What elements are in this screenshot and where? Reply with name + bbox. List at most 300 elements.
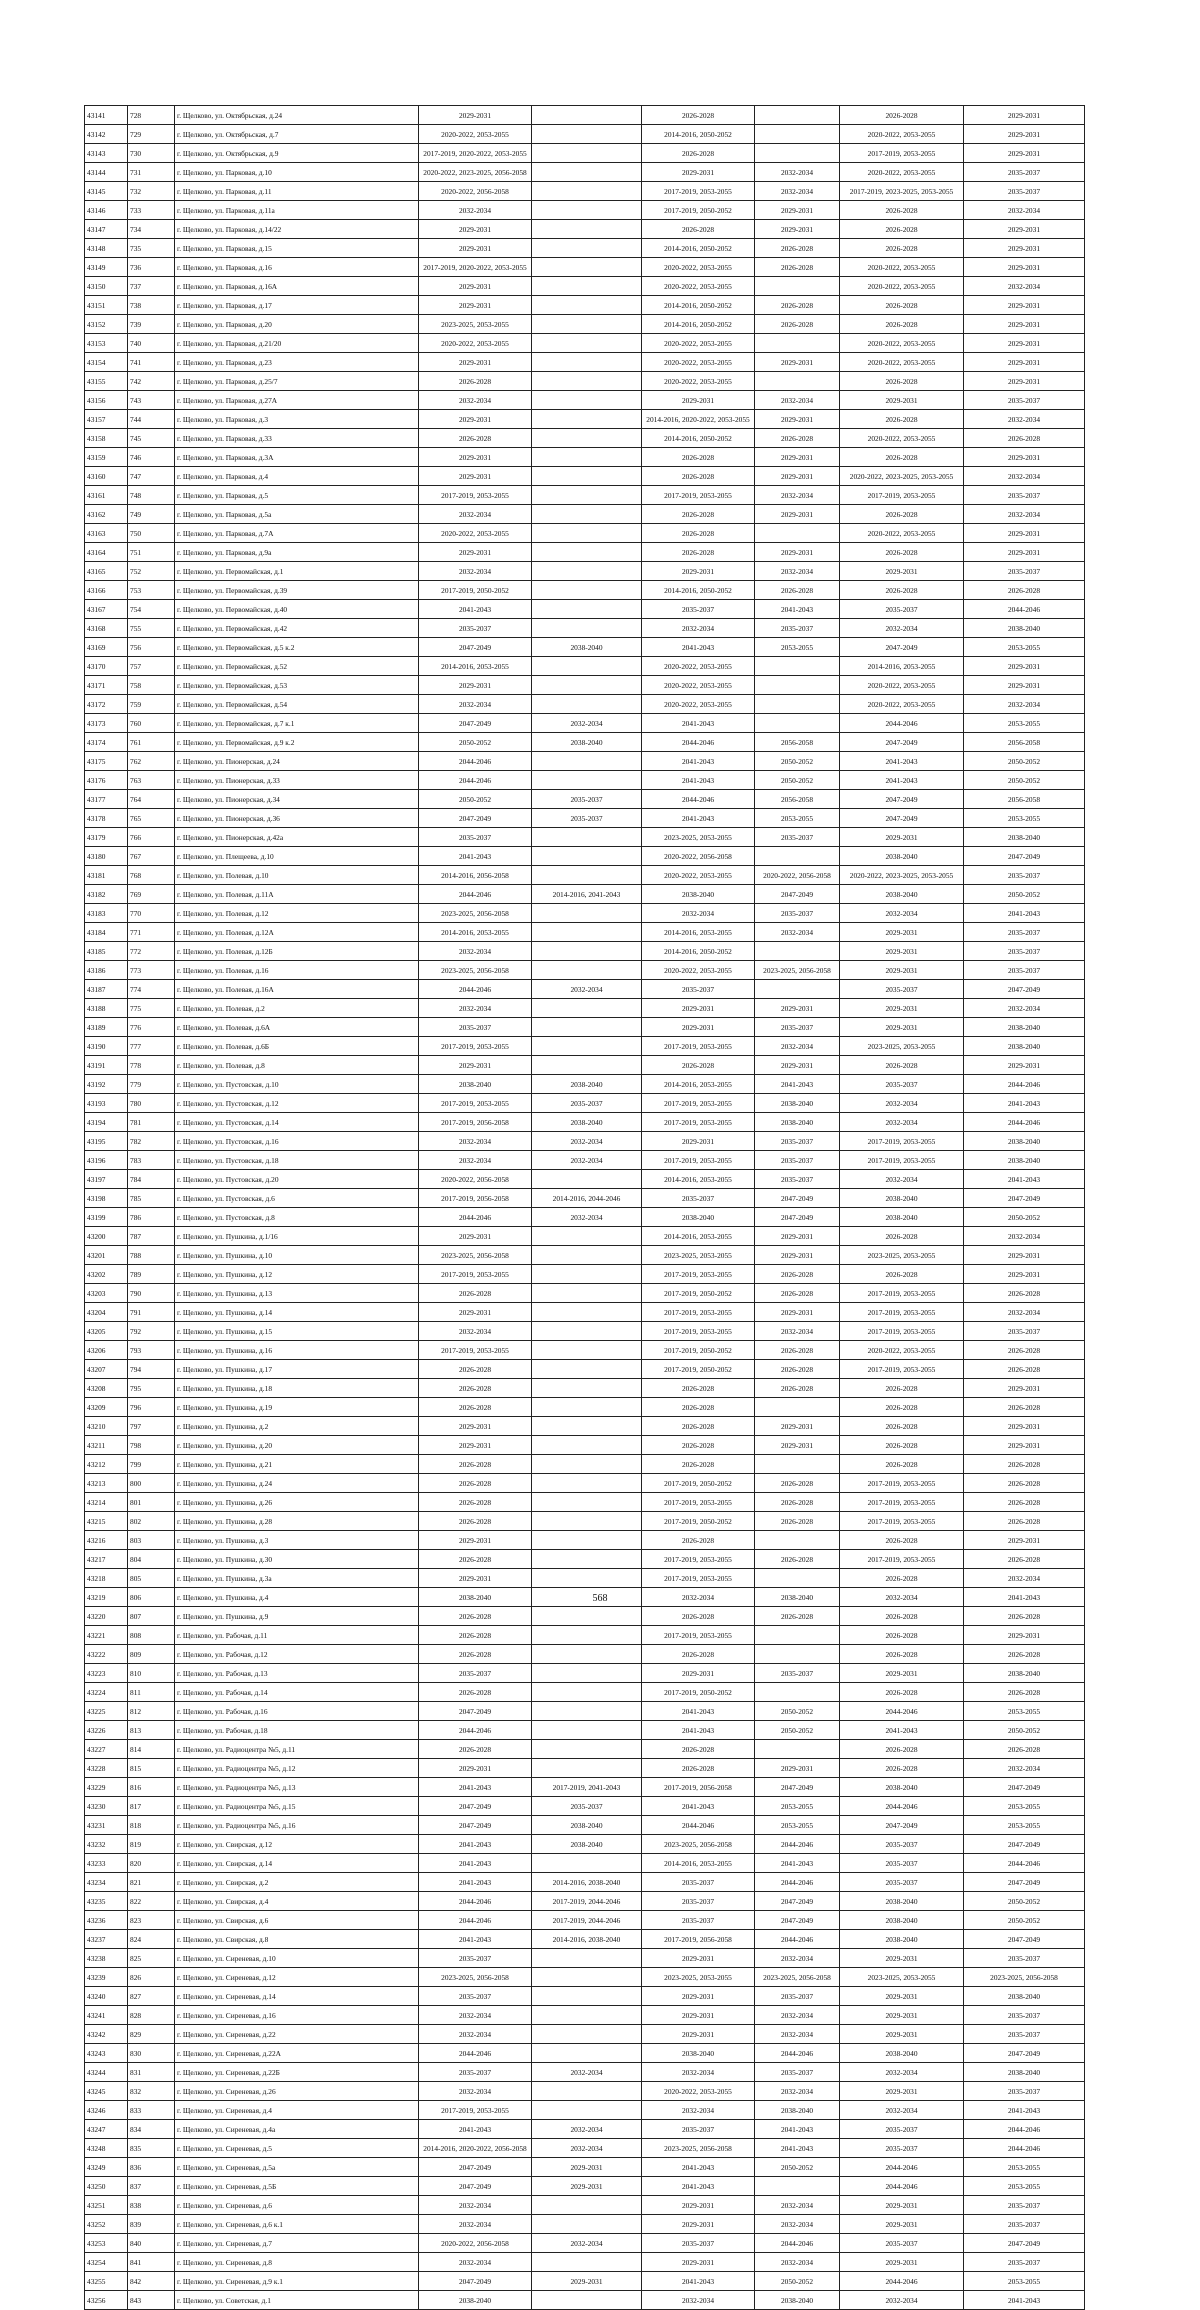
cell-repair-period-1: 2020-2022, 2056-2058 [419, 2234, 532, 2253]
cell-repair-period-5: 2044-2046 [840, 2158, 964, 2177]
cell-repair-period-5: 2032-2034 [840, 1588, 964, 1607]
cell-row-number: 43173 [85, 714, 128, 733]
cell-repair-period-1: 2026-2028 [419, 1398, 532, 1417]
cell-repair-period-4: 2029-2031 [755, 505, 840, 524]
cell-repair-period-2 [532, 2082, 642, 2101]
cell-address: г. Щелково, ул. Полевая, д.2 [175, 999, 419, 1018]
cell-repair-period-2: 2032-2034 [532, 1132, 642, 1151]
cell-repair-period-1: 2026-2028 [419, 1512, 532, 1531]
cell-repair-period-2 [532, 1569, 642, 1588]
cell-record-id: 768 [128, 866, 175, 885]
cell-row-number: 43175 [85, 752, 128, 771]
cell-address: г. Щелково, ул. Пушкина, д.26 [175, 1493, 419, 1512]
cell-repair-period-1: 2032-2034 [419, 2253, 532, 2272]
table-row [85, 1892, 1085, 1911]
cell-record-id: 822 [128, 1892, 175, 1911]
cell-repair-period-4: 2047-2049 [755, 1911, 840, 1930]
cell-repair-period-6: 2053-2055 [964, 638, 1085, 657]
table-row [85, 1398, 1085, 1417]
cell-repair-period-2 [532, 1531, 642, 1550]
cell-repair-period-4: 2029-2031 [755, 1303, 840, 1322]
cell-record-id: 810 [128, 1664, 175, 1683]
cell-address: г. Щелково, ул. Парковая, д.25/7 [175, 372, 419, 391]
cell-repair-period-5: 2044-2046 [840, 2177, 964, 2196]
cell-repair-period-3: 2035-2037 [642, 2234, 755, 2253]
cell-row-number: 43166 [85, 581, 128, 600]
table-row [85, 1436, 1085, 1455]
table-row [85, 391, 1085, 410]
cell-repair-period-6: 2047-2049 [964, 1189, 1085, 1208]
cell-repair-period-6: 2047-2049 [964, 1873, 1085, 1892]
cell-repair-period-2: 2032-2034 [532, 2139, 642, 2158]
cell-repair-period-3: 2026-2028 [642, 144, 755, 163]
cell-repair-period-1: 2029-2031 [419, 448, 532, 467]
cell-address: г. Щелково, ул. Полевая, д.16 [175, 961, 419, 980]
cell-repair-period-6: 2038-2040 [964, 1018, 1085, 1037]
cell-record-id: 816 [128, 1778, 175, 1797]
cell-repair-period-2 [532, 2253, 642, 2272]
cell-repair-period-3: 2020-2022, 2053-2055 [642, 372, 755, 391]
cell-row-number: 43150 [85, 277, 128, 296]
cell-record-id: 808 [128, 1626, 175, 1645]
cell-row-number: 43216 [85, 1531, 128, 1550]
cell-repair-period-4: 2035-2037 [755, 1151, 840, 1170]
cell-repair-period-2 [532, 1702, 642, 1721]
cell-row-number: 43238 [85, 1949, 128, 1968]
cell-repair-period-1: 2017-2019, 2020-2022, 2053-2055 [419, 144, 532, 163]
cell-repair-period-5: 2026-2028 [840, 106, 964, 125]
cell-repair-period-6: 2023-2025, 2056-2058 [964, 1968, 1085, 1987]
cell-repair-period-3: 2035-2037 [642, 2120, 755, 2139]
cell-repair-period-4: 2047-2049 [755, 1892, 840, 1911]
cell-repair-period-6: 2029-2031 [964, 125, 1085, 144]
cell-record-id: 753 [128, 581, 175, 600]
cell-repair-period-2 [532, 163, 642, 182]
cell-repair-period-4 [755, 657, 840, 676]
cell-repair-period-6: 2044-2046 [964, 2139, 1085, 2158]
cell-repair-period-3: 2038-2040 [642, 2044, 755, 2063]
cell-repair-period-3: 2020-2022, 2053-2055 [642, 866, 755, 885]
cell-record-id: 809 [128, 1645, 175, 1664]
cell-record-id: 743 [128, 391, 175, 410]
table-row [85, 2291, 1085, 2310]
cell-row-number: 43178 [85, 809, 128, 828]
cell-address: г. Щелково, ул. Первомайская, д.40 [175, 600, 419, 619]
cell-repair-period-4: 2026-2028 [755, 1607, 840, 1626]
cell-repair-period-5: 2020-2022, 2053-2055 [840, 277, 964, 296]
cell-repair-period-1: 2044-2046 [419, 1911, 532, 1930]
cell-repair-period-6: 2032-2034 [964, 505, 1085, 524]
cell-repair-period-1: 2038-2040 [419, 1588, 532, 1607]
cell-repair-period-4: 2026-2028 [755, 315, 840, 334]
cell-address: г. Щелково, ул. Сиреневая, д.14 [175, 1987, 419, 2006]
cell-repair-period-6: 2029-2031 [964, 1417, 1085, 1436]
cell-repair-period-6: 2044-2046 [964, 1854, 1085, 1873]
table-row [85, 1189, 1085, 1208]
cell-address: г. Щелково, ул. Парковая, д.10 [175, 163, 419, 182]
cell-repair-period-5: 2038-2040 [840, 1911, 964, 1930]
cell-row-number: 43154 [85, 353, 128, 372]
cell-record-id: 788 [128, 1246, 175, 1265]
cell-record-id: 782 [128, 1132, 175, 1151]
cell-repair-period-1: 2044-2046 [419, 885, 532, 904]
cell-repair-period-4: 2032-2034 [755, 562, 840, 581]
cell-row-number: 43236 [85, 1911, 128, 1930]
cell-repair-period-4: 2038-2040 [755, 2101, 840, 2120]
cell-repair-period-1: 2032-2034 [419, 2082, 532, 2101]
cell-repair-period-4: 2029-2031 [755, 353, 840, 372]
cell-repair-period-5: 2026-2028 [840, 1455, 964, 1474]
cell-repair-period-1: 2023-2025, 2056-2058 [419, 904, 532, 923]
cell-repair-period-4 [755, 1645, 840, 1664]
table-row [85, 1151, 1085, 1170]
cell-row-number: 43141 [85, 106, 128, 125]
cell-address: г. Щелково, ул. Пушкина, д.15 [175, 1322, 419, 1341]
table-row [85, 695, 1085, 714]
table-row [85, 2082, 1085, 2101]
cell-repair-period-6: 2038-2040 [964, 1037, 1085, 1056]
cell-repair-period-1: 2035-2037 [419, 1949, 532, 1968]
cell-repair-period-1: 2017-2019, 2053-2055 [419, 1037, 532, 1056]
cell-repair-period-6: 2050-2052 [964, 771, 1085, 790]
table-row [85, 885, 1085, 904]
table-row [85, 999, 1085, 1018]
cell-row-number: 43189 [85, 1018, 128, 1037]
cell-record-id: 837 [128, 2177, 175, 2196]
cell-record-id: 751 [128, 543, 175, 562]
table-row [85, 1550, 1085, 1569]
cell-repair-period-2 [532, 125, 642, 144]
cell-repair-period-6: 2032-2034 [964, 410, 1085, 429]
cell-repair-period-6: 2029-2031 [964, 315, 1085, 334]
cell-repair-period-5: 2020-2022, 2053-2055 [840, 429, 964, 448]
cell-repair-period-4: 2026-2028 [755, 1512, 840, 1531]
cell-repair-period-4: 2029-2031 [755, 999, 840, 1018]
cell-repair-period-5: 2020-2022, 2053-2055 [840, 258, 964, 277]
cell-record-id: 736 [128, 258, 175, 277]
cell-repair-period-6: 2047-2049 [964, 1930, 1085, 1949]
cell-address: г. Щелково, ул. Первомайская, д.1 [175, 562, 419, 581]
cell-repair-period-5: 2026-2028 [840, 1683, 964, 1702]
cell-record-id: 823 [128, 1911, 175, 1930]
cell-record-id: 811 [128, 1683, 175, 1702]
table-row [85, 315, 1085, 334]
cell-row-number: 43235 [85, 1892, 128, 1911]
cell-repair-period-1: 2032-2034 [419, 2196, 532, 2215]
cell-repair-period-1: 2029-2031 [419, 1303, 532, 1322]
cell-address: г. Щелково, ул. Полевая, д.6Б [175, 1037, 419, 1056]
cell-repair-period-3: 2041-2043 [642, 714, 755, 733]
cell-row-number: 43224 [85, 1683, 128, 1702]
cell-row-number: 43248 [85, 2139, 128, 2158]
cell-repair-period-1: 2047-2049 [419, 2158, 532, 2177]
cell-repair-period-2 [532, 1170, 642, 1189]
cell-address: г. Щелково, ул. Сиреневая, д.22Б [175, 2063, 419, 2082]
cell-repair-period-6: 2035-2037 [964, 2215, 1085, 2234]
cell-repair-period-2 [532, 1721, 642, 1740]
cell-address: г. Щелково, ул. Первомайская, д.53 [175, 676, 419, 695]
cell-repair-period-2 [532, 1322, 642, 1341]
cell-repair-period-2 [532, 2101, 642, 2120]
cell-repair-period-5: 2017-2019, 2053-2055 [840, 1474, 964, 1493]
cell-repair-period-6: 2041-2043 [964, 1170, 1085, 1189]
cell-repair-period-1: 2032-2034 [419, 1151, 532, 1170]
cell-repair-period-4 [755, 980, 840, 999]
cell-address: г. Щелково, ул. Первомайская, д.54 [175, 695, 419, 714]
cell-repair-period-1: 2017-2019, 2053-2055 [419, 1265, 532, 1284]
cell-record-id: 734 [128, 220, 175, 239]
table-row [85, 1911, 1085, 1930]
cell-address: г. Щелково, ул. Первомайская, д.52 [175, 657, 419, 676]
cell-repair-period-5: 2029-2031 [840, 391, 964, 410]
table-row [85, 258, 1085, 277]
cell-repair-period-2 [532, 2044, 642, 2063]
cell-record-id: 794 [128, 1360, 175, 1379]
cell-repair-period-4 [755, 695, 840, 714]
cell-repair-period-6: 2038-2040 [964, 2063, 1085, 2082]
cell-address: г. Щелково, ул. Первомайская, д.7 к.1 [175, 714, 419, 733]
cell-repair-period-4: 2026-2028 [755, 429, 840, 448]
cell-address: г. Щелково, ул. Парковая, д.11 [175, 182, 419, 201]
cell-row-number: 43252 [85, 2215, 128, 2234]
cell-repair-period-5: 2026-2028 [840, 315, 964, 334]
table-row [85, 1265, 1085, 1284]
cell-repair-period-1: 2029-2031 [419, 277, 532, 296]
cell-address: г. Щелково, ул. Пушкина, д.1/16 [175, 1227, 419, 1246]
cell-address: г. Щелково, ул. Полевая, д.12Б [175, 942, 419, 961]
cell-repair-period-3: 2020-2022, 2053-2055 [642, 353, 755, 372]
cell-repair-period-1: 2044-2046 [419, 2044, 532, 2063]
cell-repair-period-4: 2032-2034 [755, 2253, 840, 2272]
cell-record-id: 795 [128, 1379, 175, 1398]
cell-repair-period-2 [532, 239, 642, 258]
table-row [85, 353, 1085, 372]
cell-repair-period-4: 2032-2034 [755, 1949, 840, 1968]
table-row [85, 1056, 1085, 1075]
cell-repair-period-1: 2044-2046 [419, 1721, 532, 1740]
cell-record-id: 802 [128, 1512, 175, 1531]
cell-record-id: 805 [128, 1569, 175, 1588]
cell-record-id: 780 [128, 1094, 175, 1113]
cell-repair-period-2: 2038-2040 [532, 1113, 642, 1132]
cell-address: г. Щелково, ул. Пушкина, д.16 [175, 1341, 419, 1360]
cell-repair-period-2: 2014-2016, 2038-2040 [532, 1873, 642, 1892]
cell-repair-period-4: 2029-2031 [755, 1759, 840, 1778]
table-row [85, 334, 1085, 353]
cell-repair-period-4 [755, 277, 840, 296]
cell-address: г. Щелково, ул. Полевая, д.11А [175, 885, 419, 904]
cell-row-number: 43182 [85, 885, 128, 904]
cell-repair-period-3: 2026-2028 [642, 220, 755, 239]
table-row [85, 714, 1085, 733]
cell-repair-period-1: 2029-2031 [419, 1531, 532, 1550]
cell-row-number: 43204 [85, 1303, 128, 1322]
page-number: 568 [592, 1593, 608, 1604]
cell-repair-period-5: 2026-2028 [840, 1227, 964, 1246]
cell-address: г. Щелково, ул. Рабочая, д.13 [175, 1664, 419, 1683]
cell-repair-period-1: 2026-2028 [419, 1607, 532, 1626]
cell-repair-period-6: 2050-2052 [964, 752, 1085, 771]
cell-record-id: 779 [128, 1075, 175, 1094]
cell-record-id: 807 [128, 1607, 175, 1626]
cell-address: г. Щелково, ул. Пионерская, д.33 [175, 771, 419, 790]
cell-repair-period-6: 2035-2037 [964, 486, 1085, 505]
cell-record-id: 745 [128, 429, 175, 448]
cell-record-id: 791 [128, 1303, 175, 1322]
cell-record-id: 803 [128, 1531, 175, 1550]
cell-repair-period-6: 2029-2031 [964, 258, 1085, 277]
cell-row-number: 43168 [85, 619, 128, 638]
cell-repair-period-4 [755, 1398, 840, 1417]
cell-repair-period-3: 2032-2034 [642, 2063, 755, 2082]
table-row [85, 372, 1085, 391]
cell-repair-period-6: 2032-2034 [964, 1569, 1085, 1588]
table-row [85, 220, 1085, 239]
cell-row-number: 43255 [85, 2272, 128, 2291]
cell-repair-period-1: 2017-2019, 2020-2022, 2053-2055 [419, 258, 532, 277]
cell-row-number: 43157 [85, 410, 128, 429]
cell-repair-period-3: 2029-2031 [642, 1018, 755, 1037]
cell-repair-period-3: 2017-2019, 2050-2052 [642, 1474, 755, 1493]
cell-address: г. Щелково, ул. Парковая, д.16А [175, 277, 419, 296]
cell-record-id: 826 [128, 1968, 175, 1987]
table-row [85, 1968, 1085, 1987]
cell-repair-period-4: 2050-2052 [755, 1721, 840, 1740]
cell-repair-period-4: 2050-2052 [755, 1702, 840, 1721]
cell-repair-period-5: 2035-2037 [840, 2234, 964, 2253]
cell-repair-period-4: 2032-2034 [755, 2082, 840, 2101]
cell-address: г. Щелково, ул. Пушкина, д.4 [175, 1588, 419, 1607]
cell-repair-period-4 [755, 1569, 840, 1588]
cell-repair-period-2 [532, 201, 642, 220]
cell-repair-period-5: 2017-2019, 2053-2055 [840, 144, 964, 163]
cell-repair-period-6: 2035-2037 [964, 1949, 1085, 1968]
cell-row-number: 43230 [85, 1797, 128, 1816]
table-row [85, 1417, 1085, 1436]
cell-repair-period-5: 2029-2031 [840, 2025, 964, 2044]
cell-repair-period-1: 2026-2028 [419, 1550, 532, 1569]
cell-repair-period-5: 2020-2022, 2053-2055 [840, 676, 964, 695]
cell-record-id: 797 [128, 1417, 175, 1436]
cell-row-number: 43171 [85, 676, 128, 695]
cell-row-number: 43151 [85, 296, 128, 315]
cell-repair-period-1: 2047-2049 [419, 638, 532, 657]
cell-row-number: 43211 [85, 1436, 128, 1455]
cell-address: г. Щелково, ул. Сиреневая, д.6 к.1 [175, 2215, 419, 2234]
cell-record-id: 824 [128, 1930, 175, 1949]
cell-repair-period-5: 2029-2031 [840, 2253, 964, 2272]
cell-repair-period-2 [532, 524, 642, 543]
cell-address: г. Щелково, ул. Рабочая, д.18 [175, 1721, 419, 1740]
cell-record-id: 748 [128, 486, 175, 505]
cell-repair-period-6: 2026-2028 [964, 1341, 1085, 1360]
cell-repair-period-4: 2035-2037 [755, 828, 840, 847]
cell-repair-period-6: 2056-2058 [964, 733, 1085, 752]
cell-repair-period-3: 2014-2016, 2050-2052 [642, 296, 755, 315]
cell-repair-period-5: 2026-2028 [840, 1265, 964, 1284]
cell-repair-period-5: 2026-2028 [840, 448, 964, 467]
cell-repair-period-3: 2014-2016, 2053-2055 [642, 923, 755, 942]
cell-repair-period-5: 2047-2049 [840, 1816, 964, 1835]
cell-row-number: 43217 [85, 1550, 128, 1569]
cell-repair-period-6: 2026-2028 [964, 1740, 1085, 1759]
cell-record-id: 834 [128, 2120, 175, 2139]
cell-address: г. Щелково, ул. Парковая, д.11а [175, 201, 419, 220]
cell-repair-period-1: 2029-2031 [419, 1227, 532, 1246]
cell-repair-period-6: 2032-2034 [964, 467, 1085, 486]
cell-record-id: 742 [128, 372, 175, 391]
cell-repair-period-5: 2026-2028 [840, 505, 964, 524]
cell-repair-period-6: 2035-2037 [964, 562, 1085, 581]
cell-repair-period-5: 2029-2031 [840, 2196, 964, 2215]
cell-repair-period-4 [755, 847, 840, 866]
cell-row-number: 43207 [85, 1360, 128, 1379]
cell-repair-period-3: 2020-2022, 2053-2055 [642, 334, 755, 353]
table-row [85, 2120, 1085, 2139]
cell-repair-period-5: 2038-2040 [840, 1208, 964, 1227]
cell-row-number: 43159 [85, 448, 128, 467]
table-row [85, 942, 1085, 961]
cell-repair-period-1: 2029-2031 [419, 1417, 532, 1436]
cell-record-id: 786 [128, 1208, 175, 1227]
cell-row-number: 43202 [85, 1265, 128, 1284]
cell-repair-period-6: 2035-2037 [964, 866, 1085, 885]
cell-address: г. Щелково, ул. Полевая, д.10 [175, 866, 419, 885]
cell-repair-period-2: 2029-2031 [532, 2158, 642, 2177]
cell-repair-period-3: 2029-2031 [642, 1949, 755, 1968]
cell-repair-period-1: 2026-2028 [419, 1474, 532, 1493]
cell-row-number: 43209 [85, 1398, 128, 1417]
cell-repair-period-2 [532, 961, 642, 980]
cell-repair-period-3: 2041-2043 [642, 2158, 755, 2177]
table-row [85, 1360, 1085, 1379]
cell-repair-period-1: 2017-2019, 2050-2052 [419, 581, 532, 600]
table-row [85, 1759, 1085, 1778]
table-row [85, 581, 1085, 600]
cell-repair-period-5: 2032-2034 [840, 1113, 964, 1132]
table-row [85, 828, 1085, 847]
cell-repair-period-6: 2053-2055 [964, 2177, 1085, 2196]
table-row [85, 562, 1085, 581]
cell-repair-period-4 [755, 714, 840, 733]
cell-repair-period-5: 2017-2019, 2053-2055 [840, 1151, 964, 1170]
cell-repair-period-4: 2044-2046 [755, 1930, 840, 1949]
cell-repair-period-4: 2032-2034 [755, 1037, 840, 1056]
cell-repair-period-5: 2029-2031 [840, 942, 964, 961]
cell-repair-period-6: 2050-2052 [964, 1208, 1085, 1227]
cell-record-id: 781 [128, 1113, 175, 1132]
cell-repair-period-1: 2029-2031 [419, 239, 532, 258]
cell-repair-period-6: 2035-2037 [964, 2006, 1085, 2025]
cell-repair-period-1: 2029-2031 [419, 467, 532, 486]
cell-repair-period-3: 2035-2037 [642, 1189, 755, 1208]
cell-repair-period-4: 2032-2034 [755, 2215, 840, 2234]
cell-repair-period-6: 2041-2043 [964, 2291, 1085, 2310]
cell-repair-period-2 [532, 2215, 642, 2234]
cell-repair-period-5: 2017-2019, 2023-2025, 2053-2055 [840, 182, 964, 201]
cell-repair-period-2: 2035-2037 [532, 1797, 642, 1816]
cell-address: г. Щелково, ул. Пустовская, д.6 [175, 1189, 419, 1208]
cell-repair-period-2 [532, 1037, 642, 1056]
cell-repair-period-2 [532, 1968, 642, 1987]
cell-address: г. Щелково, ул. Сиреневая, д.4 [175, 2101, 419, 2120]
cell-repair-period-6: 2029-2031 [964, 543, 1085, 562]
cell-address: г. Щелково, ул. Сиреневая, д.12 [175, 1968, 419, 1987]
cell-repair-period-6: 2029-2031 [964, 676, 1085, 695]
cell-repair-period-5: 2032-2034 [840, 2063, 964, 2082]
cell-repair-period-3: 2014-2016, 2050-2052 [642, 315, 755, 334]
cell-repair-period-5: 2017-2019, 2053-2055 [840, 1322, 964, 1341]
